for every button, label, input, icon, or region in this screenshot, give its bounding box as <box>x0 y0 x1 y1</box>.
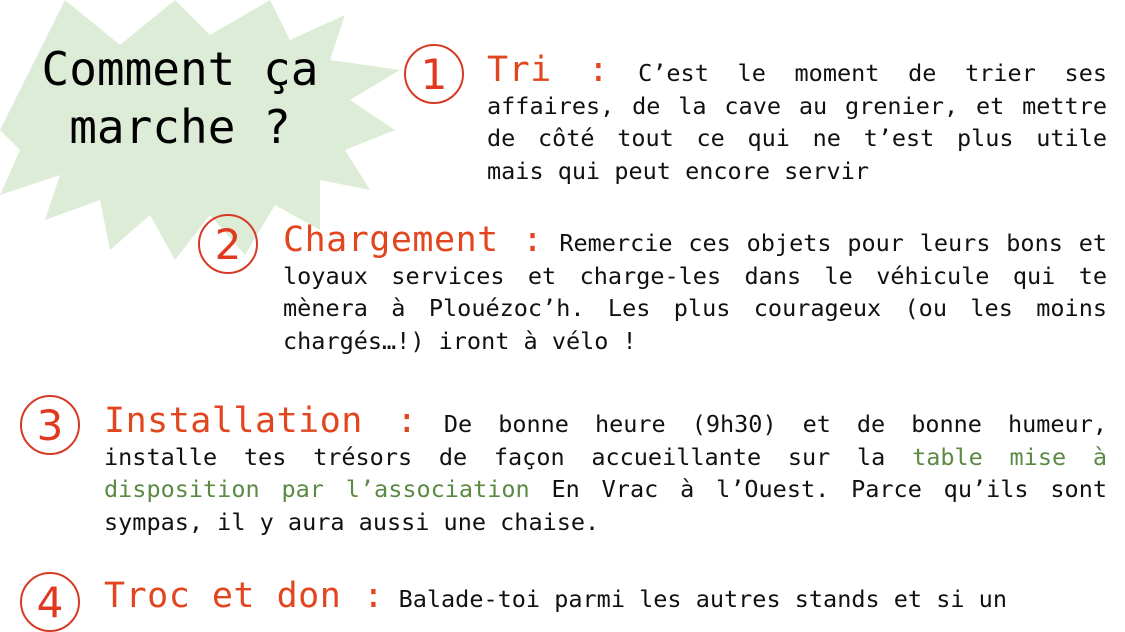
step-1-paragraph <box>487 50 1107 187</box>
step-1-text: C’est le moment de trier ses affaires, de la cave au grenier, et mettre de côté tout ce qui ne t’est plus utile mais qui peut encore servir <box>487 59 1107 185</box>
page-title-line-2: marche ? <box>69 100 291 154</box>
page-title <box>20 40 340 156</box>
step-3-text-after: En Vrac à l’Ouest. Parce qu’ils sont sympas, il y aura aussi une chaise. <box>104 475 1107 536</box>
step-3-text-before: De bonne heure (9h30) et de bonne humeur, installe tes trésors de façon accueillante sur la <box>104 410 1107 471</box>
step-2-text: Remercie ces objets pour leurs bons et loyaux services et charge-les dans le véhicule qui te mènera à Plouézoc’h. Les plus courageux (ou les moins chargés…!) iront à vélo ! <box>283 229 1107 355</box>
step-2-title: Chargement : <box>283 220 544 260</box>
page-title-line-1: Comment ça <box>41 42 319 96</box>
step-1-number-badge <box>404 44 464 104</box>
step-2-number: 2 <box>214 219 242 269</box>
step-3-number: 3 <box>36 400 64 450</box>
step-2-paragraph <box>283 220 1107 357</box>
step-4-number-badge <box>20 572 80 632</box>
step-2-number-badge <box>198 214 258 274</box>
step-4-title: Troc et don : <box>104 580 385 616</box>
step-4-number: 4 <box>36 577 64 627</box>
step-4-paragraph <box>104 580 1107 616</box>
step-1-number: 1 <box>420 49 448 99</box>
step-3-paragraph <box>104 401 1108 538</box>
step-3-number-badge <box>20 395 80 455</box>
step-3-title: Installation : <box>104 401 418 441</box>
step-3-highlighted-text: table mise à disposition par l’association <box>104 442 1108 503</box>
step-4-text: Balade-toi parmi les autres stands et si un <box>398 585 1007 613</box>
step-1-title: Tri : <box>487 50 610 90</box>
